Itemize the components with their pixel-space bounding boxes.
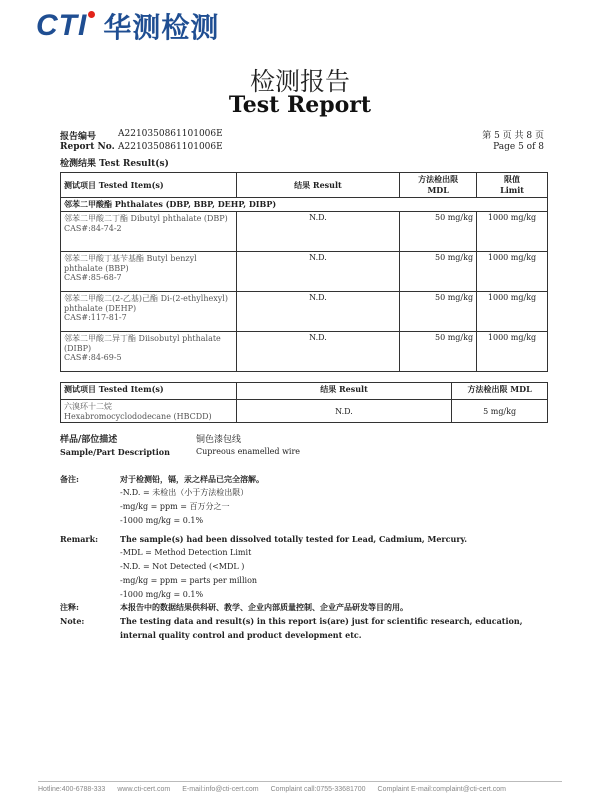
sample-value-en: Cupreous enamelled wire <box>196 447 301 456</box>
notes-cn-label: 备注: <box>60 474 79 484</box>
company-logo <box>36 10 219 42</box>
notes-en-line: -1000 mg/kg = 0.1% <box>120 590 204 599</box>
sample-label-cn: 样品/部位描述 <box>60 435 118 445</box>
notes-en-line: -mg/kg = ppm = parts per million <box>120 576 258 585</box>
result-cell: N.D. <box>236 332 400 372</box>
header-mdl <box>400 173 477 198</box>
header-mdl: 方法检出限 MDL <box>452 383 548 400</box>
note-en-label: Note: <box>60 616 85 626</box>
notes-en-line: -N.D. = Not Detected (<MDL ) <box>120 562 245 571</box>
sample-label-en: Sample/Part Description <box>60 447 170 457</box>
seal-stamp-fragment <box>592 372 600 482</box>
note-cn-label: 注释: <box>60 602 79 612</box>
footer <box>38 786 568 793</box>
logo-dot-icon <box>88 11 95 18</box>
table-row <box>61 292 548 332</box>
item-name: 邻苯二甲酸二丁酯 Dibutyl phthalate (DBP) <box>64 214 228 223</box>
report-no-label-en: Report No. <box>60 142 115 152</box>
result-cell: N.D. <box>236 212 400 252</box>
item-name: 邻苯二甲酸丁基苄基酯 Butyl benzyl phthalate (BBP) <box>64 254 197 273</box>
limit-cell: 1000 mg/kg <box>477 332 548 372</box>
result-cell: N.D. <box>236 292 400 332</box>
notes-cn-line: -N.D. = 未检出（小于方法检出限） <box>120 488 249 497</box>
logo-chinese-name: 华测检测 <box>103 11 220 44</box>
header-item: 测试项目 Tested Item(s) <box>61 173 237 198</box>
report-no-value-2: A2210350861101006E <box>118 142 223 152</box>
logo-mark: CTI <box>36 9 88 42</box>
mdl-cell: 50 mg/kg <box>400 332 477 372</box>
notes-en-label: Remark: <box>60 534 99 544</box>
page-number-cn: 第 5 页 共 8 页 <box>482 131 544 141</box>
page-number-en: Page 5 of 8 <box>493 142 544 152</box>
hbcdd-table <box>60 382 548 423</box>
notes-cn-line: -mg/kg = ppm = 百万分之一 <box>120 502 230 511</box>
header-result: 结果 Result <box>236 383 451 400</box>
mdl-cell: 5 mg/kg <box>452 400 548 423</box>
sample-value-cn: 铜色漆包线 <box>196 435 242 445</box>
notes-cn-line: 对于检测铅，镉，汞之样品已完全溶解。 <box>120 474 264 484</box>
item-cell <box>61 292 237 332</box>
footer-complaint-call: Complaint call:0755-33681700 <box>270 786 366 793</box>
note-en-text-1: The testing data and result(s) in this report is(are) just for scientific research, education, <box>120 616 523 626</box>
header-limit-en: Limit <box>500 185 524 195</box>
footer-hotline: Hotline:400-6788-333 <box>38 786 106 793</box>
results-label: 检测结果 Test Result(s) <box>60 159 169 169</box>
footer-complaint-email[interactable]: Complaint E-mail:complaint@cti-cert.com <box>377 786 507 793</box>
item-name-en: Hexabromocyclododecane (HBCDD) <box>64 412 212 421</box>
footer-website[interactable]: www.cti-cert.com <box>117 786 171 793</box>
item-cas: CAS#:117-81-7 <box>64 313 127 322</box>
report-title-en: Test Report <box>228 92 372 118</box>
report-title-cn: 检测报告 <box>249 67 350 96</box>
mdl-cell: 50 mg/kg <box>400 212 477 252</box>
report-no-value-1: A2210350861101006E <box>118 129 223 139</box>
notes-en-line: The sample(s) had been dissolved totally tested for Lead, Cadmium, Mercury. <box>120 534 468 544</box>
header-limit <box>477 173 548 198</box>
report-no-label-cn: 报告编号 <box>60 132 97 142</box>
item-cas: CAS#:84-69-5 <box>64 353 122 362</box>
item-name: 邻苯二甲酸二异丁酯 Diisobutyl phthalate (DIBP) <box>64 334 221 353</box>
footer-divider <box>38 781 562 782</box>
notes-en <box>60 532 540 602</box>
header-mdl-cn: 方法检出限 <box>418 174 459 184</box>
item-cell <box>61 332 237 372</box>
table-row <box>61 332 548 372</box>
item-cell <box>61 212 237 252</box>
result-cell: N.D. <box>236 400 451 423</box>
note-en-text-2: internal quality control and product development etc. <box>120 630 362 640</box>
table-header-row <box>61 383 548 400</box>
header-result: 结果 Result <box>236 173 400 198</box>
table-row <box>61 212 548 252</box>
item-name-cn: 六溴环十二烷 <box>64 402 112 411</box>
header-item: 测试项目 Tested Item(s) <box>61 383 237 400</box>
notes-cn <box>60 472 540 528</box>
footer-email[interactable]: E-mail:info@cti-cert.com <box>182 786 259 793</box>
item-cas: CAS#:84-74-2 <box>64 224 122 233</box>
notes-en-line: -MDL = Method Detection Limit <box>120 548 252 557</box>
group-label: 邻苯二甲酸酯 Phthalates (DBP, BBP, DEHP, DIBP) <box>61 198 548 212</box>
limit-cell: 1000 mg/kg <box>477 212 548 252</box>
result-cell: N.D. <box>236 252 400 292</box>
item-cell <box>61 400 237 423</box>
item-cas: CAS#:85-68-7 <box>64 273 122 282</box>
mdl-cell: 50 mg/kg <box>400 252 477 292</box>
header-mdl-en: MDL <box>427 185 449 195</box>
group-row <box>61 198 548 212</box>
table-row <box>61 252 548 292</box>
mdl-cell: 50 mg/kg <box>400 292 477 332</box>
note-section <box>60 600 550 642</box>
item-cell <box>61 252 237 292</box>
note-cn-text: 本报告中的数据结果供科研、教学、企业内部质量控制、企业产品研发等目的用。 <box>120 602 408 612</box>
header-limit-cn: 限值 <box>504 174 521 184</box>
table-header-row <box>61 173 548 198</box>
limit-cell: 1000 mg/kg <box>477 292 548 332</box>
item-name: 邻苯二甲酸二(2-乙基)己酯 Di-(2-ethylhexyl) phthalate (DEHP) <box>64 294 228 313</box>
phthalates-table <box>60 172 548 372</box>
limit-cell: 1000 mg/kg <box>477 252 548 292</box>
table-row <box>61 400 548 423</box>
notes-cn-line: -1000 mg/kg = 0.1% <box>120 516 204 525</box>
